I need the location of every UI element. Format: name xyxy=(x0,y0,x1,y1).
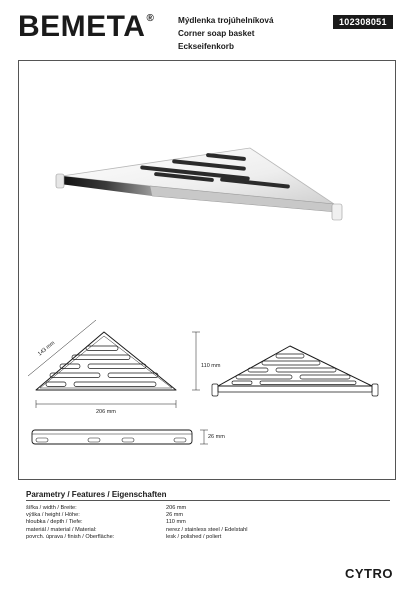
product-photo xyxy=(50,140,360,240)
dim-height-label: 110 mm xyxy=(201,363,221,369)
param-value: 110 mm xyxy=(166,519,186,526)
outline-triangle xyxy=(36,332,176,390)
parameters-title: Parametry / Features / Eigenschaften xyxy=(26,490,167,499)
outline-triangle-inner xyxy=(40,336,172,388)
param-label: šířka / width / Breite: xyxy=(26,505,77,511)
product-name-en: Corner soap basket xyxy=(178,29,255,38)
param-label: hloubka / depth / Tiefe: xyxy=(26,519,83,526)
dim-thickness-label: 26 mm xyxy=(208,434,225,440)
perspective-bracket-left xyxy=(212,384,218,396)
product-name-cz: Mýdlenka trojúhelníková xyxy=(178,16,274,25)
param-value: nerez / stainless steel / Edelstahl xyxy=(166,526,248,533)
perspective-outline xyxy=(218,346,372,386)
technical-side-view xyxy=(28,426,218,452)
brand-logo xyxy=(18,12,154,42)
param-label: povrch. úprava / finish / Oberfläche: xyxy=(26,533,115,540)
perspective-front-edge xyxy=(218,386,372,392)
parameters-table xyxy=(26,505,247,541)
param-row-height xyxy=(26,512,247,519)
param-value: 206 mm xyxy=(166,505,187,511)
technical-top-view xyxy=(26,320,206,420)
param-row-finish xyxy=(26,534,247,541)
side-outline xyxy=(32,430,192,444)
series-name: CYTRO xyxy=(345,566,393,581)
parameters-divider xyxy=(26,500,390,501)
param-row-depth xyxy=(26,519,247,526)
param-label: výška / height / Höhe: xyxy=(26,512,80,519)
dim-depth-label: 143 mm xyxy=(36,340,57,358)
product-name-block xyxy=(178,14,274,53)
dim-width-label: 206 mm xyxy=(96,409,116,415)
param-label: materiál / material / Material: xyxy=(26,526,97,533)
param-row-material xyxy=(26,527,247,534)
slot-outlines xyxy=(46,346,158,387)
param-value: lesk / polished / poliert xyxy=(166,533,222,540)
logo-text: BEMETA xyxy=(18,10,146,43)
param-value: 26 mm xyxy=(166,512,184,519)
product-code-badge: 102308051 xyxy=(333,15,393,29)
logo-registered-mark: ® xyxy=(146,13,155,24)
product-name-de: Eckseifenkorb xyxy=(178,42,234,51)
perspective-bracket-right xyxy=(372,384,378,396)
technical-perspective-view xyxy=(210,336,385,411)
wall-bracket-left xyxy=(56,174,64,188)
wall-bracket-right xyxy=(332,204,342,220)
param-row-width xyxy=(26,505,247,512)
